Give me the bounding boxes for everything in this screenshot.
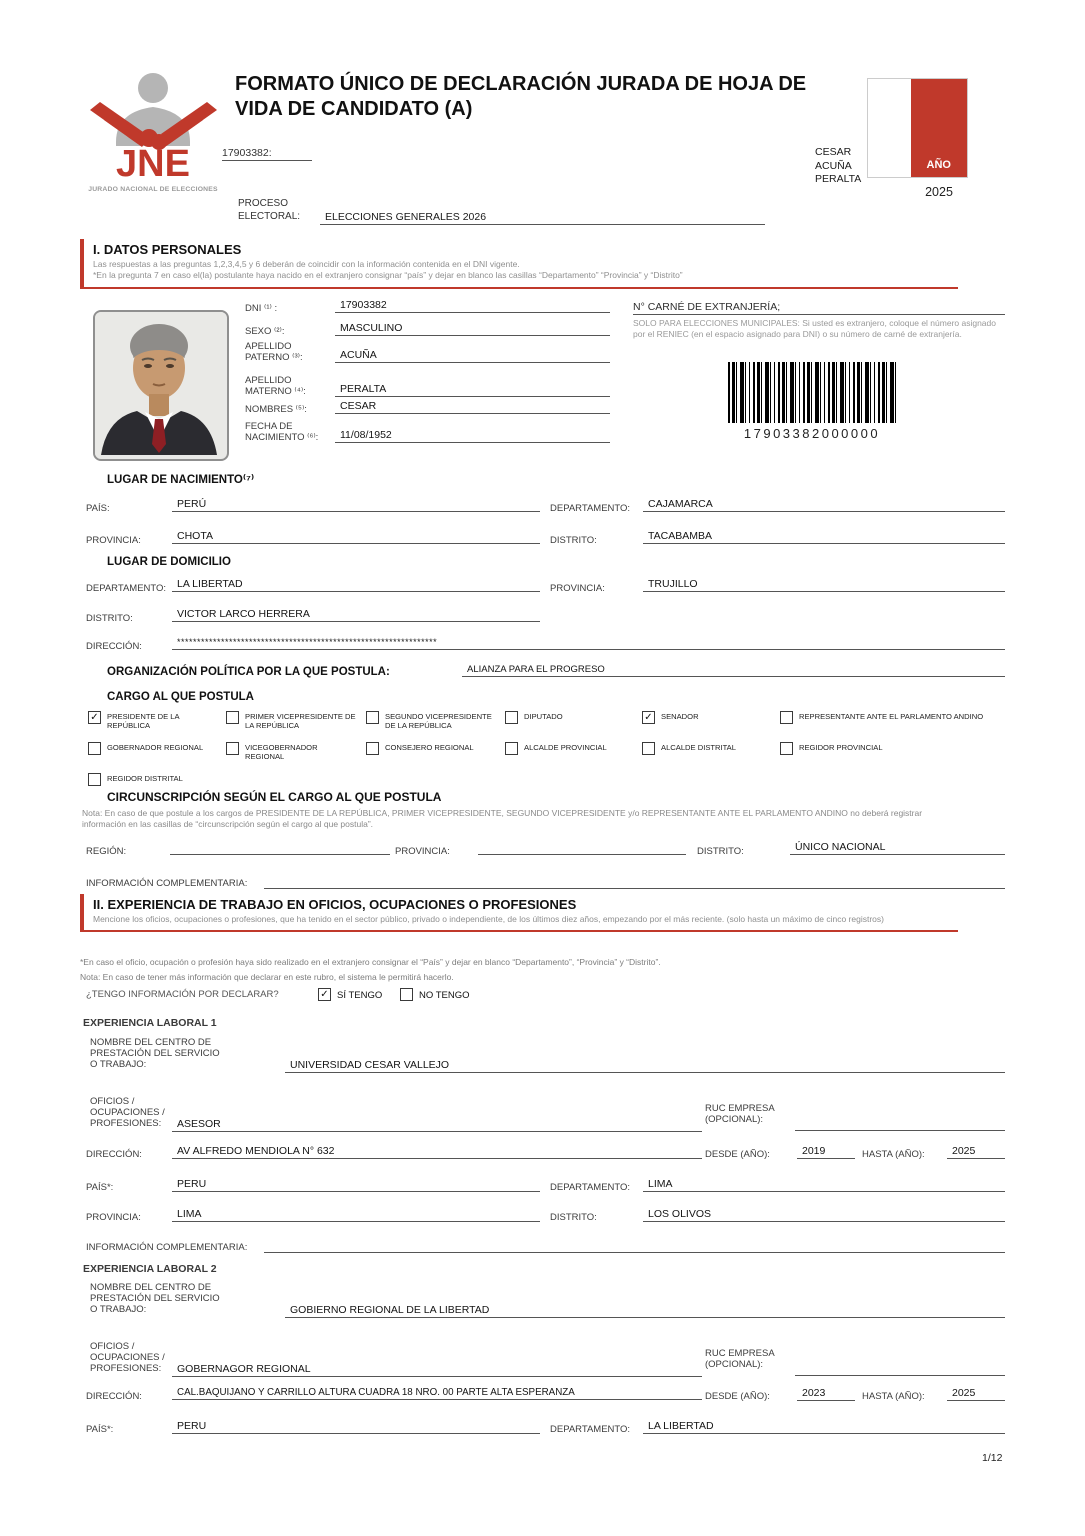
page-indicator: 1/12: [982, 1452, 1003, 1464]
circ-distrito-field[interactable]: ÚNICO NACIONAL: [790, 841, 1005, 855]
nacimiento-provincia-field[interactable]: CHOTA: [172, 530, 540, 544]
cargo-option-label: PRIMER VICEPRESIDENTE DE LA REPÚBLICA: [245, 712, 356, 731]
cargo-option-regidor-distrital: [88, 773, 226, 786]
exp1-ruc-field[interactable]: [795, 1118, 1005, 1131]
exp1-ruc-label: [705, 1103, 775, 1125]
exp2-centro-label-l2: PRESTACIÓN DEL SERVICIO: [90, 1293, 220, 1305]
exp1-ruc-label-l1: RUC EMPRESA: [705, 1103, 775, 1114]
exp2-oficios-label-l3: PROFESIONES:: [90, 1363, 162, 1375]
cargo-option-segundo-vicepresidente: [366, 711, 505, 731]
exp1-direccion-label: DIRECCIÓN:: [86, 1149, 142, 1160]
apellido-materno-label-l2: MATERNO ⁽⁴⁾:: [245, 386, 306, 398]
exp2-oficios-label: [90, 1341, 165, 1375]
checkbox-si-tengo[interactable]: ✓: [318, 988, 331, 1001]
exp1-hasta-field[interactable]: 2025: [947, 1145, 1005, 1159]
apellido-paterno-field[interactable]: ACUÑA: [335, 349, 610, 363]
cargo-option-label: PRESIDENTE DE LA REPÚBLICA: [107, 712, 180, 731]
exp2-ruc-field[interactable]: [795, 1363, 1005, 1376]
checkbox-diputado[interactable]: [505, 711, 518, 724]
apellido-materno-label-l1: APELLIDO: [245, 375, 292, 386]
exp1-centro-label-l1: NOMBRE DEL CENTRO DE: [90, 1037, 212, 1048]
region-field[interactable]: [170, 842, 390, 855]
cargo-option-parlamento-andino: [780, 711, 1008, 731]
exp1-centro-label-l3: O TRABAJO:: [90, 1059, 147, 1071]
circunscripcion-nota: Nota: En caso de que postule a los cargos de PRESIDENTE DE LA REPÚBLICA, PRIMER VICEPRESIDENTE, SEGUNDO VICEPRESIDENTE y/o REPRESENTANTE ANTE EL PARLAMENTO ANDINO no deberá registrar información en las casillas de “circunscripción según el cargo al que postula”.: [82, 808, 923, 830]
checkbox-consejero-regional[interactable]: [366, 742, 379, 755]
exp1-departamento-label: DEPARTAMENTO:: [550, 1182, 631, 1193]
section-1-title: I. DATOS PERSONALES: [93, 242, 242, 257]
cargo-option-label: REGIDOR PROVINCIAL: [799, 742, 883, 752]
section-2-note: Mencione los oficios, ocupaciones o profesiones, que ha tenido en el sector público, privado o independiente, de los últimos diez años, empezando por el más reciente. (solo hasta un máximo de cinco registros): [93, 914, 884, 924]
nacimiento-distrito-field[interactable]: TACABAMBA: [643, 530, 1005, 544]
exp2-hasta-field[interactable]: 2025: [947, 1387, 1005, 1401]
carne-extranjeria-note: SOLO PARA ELECCIONES MUNICIPALES: Si usted es extranjero, coloque el número asignado por el RENIEC (en el espacio asignado para DNI) o su número de carné de extranjería.: [633, 318, 996, 340]
candidate-name-line3: PERALTA: [815, 173, 862, 186]
domicilio-direccion-field[interactable]: *****************************************************************: [172, 637, 1005, 650]
exp2-hasta-label: HASTA (AÑO):: [862, 1391, 925, 1402]
barcode: [728, 362, 896, 423]
exp2-centro-label-l1: NOMBRE DEL CENTRO DE: [90, 1282, 212, 1293]
domicilio-direccion-label: DIRECCIÓN:: [86, 641, 142, 652]
checkbox-gobernador-regional[interactable]: [88, 742, 101, 755]
lugar-domicilio-title: LUGAR DE DOMICILIO: [107, 556, 231, 568]
lugar-nacimiento-title: LUGAR DE NACIMIENTO⁽⁷⁾: [107, 474, 255, 486]
circ-provincia-field[interactable]: [478, 842, 686, 855]
candidate-name: [815, 146, 875, 187]
cargo-option-senador: [642, 711, 780, 731]
candidate-name-line1: CESAR: [815, 146, 852, 158]
exp2-direccion-label: DIRECCIÓN:: [86, 1391, 142, 1402]
exp2-title: EXPERIENCIA LABORAL 2: [83, 1263, 217, 1275]
exp1-pais-label: PAÍS*:: [86, 1182, 114, 1193]
cargo-option-regidor-provincial: [780, 742, 1008, 762]
exp1-pais-field[interactable]: PERU: [172, 1178, 540, 1192]
year-box-white-panel: [868, 79, 911, 177]
nacimiento-provincia-label: PROVINCIA:: [86, 535, 141, 546]
exp1-desde-field[interactable]: 2019: [797, 1145, 855, 1159]
nacimiento-departamento-label: DEPARTAMENTO:: [550, 503, 631, 514]
nacimiento-departamento-field[interactable]: CAJAMARCA: [643, 498, 1005, 512]
checkbox-regidor-provincial[interactable]: [780, 742, 793, 755]
exp1-oficios-label-l3: PROFESIONES:: [90, 1118, 162, 1130]
exp1-ruc-label-l2: (OPCIONAL):: [705, 1114, 764, 1126]
cargo-option-alcalde-provincial: [505, 742, 642, 762]
nombres-field[interactable]: CESAR: [335, 400, 610, 414]
cargo-option-presidente: [88, 711, 226, 731]
exp1-direccion-field[interactable]: AV ALFREDO MENDIOLA N° 632: [172, 1145, 702, 1159]
exp1-centro-label: [90, 1037, 220, 1071]
exp2-pais-field[interactable]: PERU: [172, 1420, 540, 1434]
candidate-photo: [93, 310, 229, 461]
checkbox-vicegobernador-regional[interactable]: [226, 742, 239, 755]
checkbox-regidor-distrital[interactable]: [88, 773, 101, 786]
checkbox-alcalde-distrital[interactable]: [642, 742, 655, 755]
exp1-distrito-field[interactable]: LOS OLIVOS: [643, 1208, 1005, 1222]
proceso-label-line1: PROCESO: [238, 198, 289, 209]
checkbox-primer-vicepresidente[interactable]: [226, 711, 239, 724]
exp1-centro-field[interactable]: UNIVERSIDAD CESAR VALLEJO: [285, 1059, 1005, 1073]
circ-distrito-label: DISTRITO:: [697, 846, 744, 857]
section-2-title: II. EXPERIENCIA DE TRABAJO EN OFICIOS, OCUPACIONES O PROFESIONES: [93, 897, 577, 912]
exp2-ruc-label-l1: RUC EMPRESA: [705, 1348, 775, 1359]
cargo-options-grid: [88, 711, 1008, 786]
exp1-info-label: INFORMACIÓN COMPLEMENTARIA:: [86, 1242, 248, 1253]
page-title-line2: VIDA DE CANDIDATO (A): [235, 98, 473, 120]
checkbox-alcalde-provincial[interactable]: [505, 742, 518, 755]
exp1-oficios-label: [90, 1096, 165, 1130]
organizacion-politica-label: ORGANIZACIÓN POLÍTICA POR LA QUE POSTULA:: [107, 666, 390, 678]
exp1-title: EXPERIENCIA LABORAL 1: [83, 1017, 217, 1029]
exp1-desde-label: DESDE (AÑO):: [705, 1149, 770, 1160]
exp2-desde-label: DESDE (AÑO):: [705, 1391, 770, 1402]
page-title-line1: FORMATO ÚNICO DE DECLARACIÓN JURADA DE HOJA DE: [235, 73, 807, 95]
year-box-red-panel: [911, 79, 967, 177]
document-number: 17903382:: [222, 147, 312, 161]
checkbox-senador[interactable]: ✓: [642, 711, 655, 724]
circ-info-label: INFORMACIÓN COMPLEMENTARIA:: [86, 878, 248, 889]
exp1-distrito-label: DISTRITO:: [550, 1212, 597, 1223]
cargo-option-label: SENADOR: [661, 712, 699, 721]
exp2-oficios-label-l1: OFICIOS /: [90, 1341, 135, 1352]
circ-provincia-label: PROVINCIA:: [395, 846, 450, 857]
exp1-departamento-field[interactable]: LIMA: [643, 1178, 1005, 1192]
jne-logo: [83, 72, 223, 193]
exp2-centro-field[interactable]: GOBIERNO REGIONAL DE LA LIBERTAD: [285, 1304, 1005, 1318]
exp1-hasta-label: HASTA (AÑO):: [862, 1149, 925, 1160]
cargo-option-vicegobernador-regional: [226, 742, 366, 762]
dni-label: DNI ⁽¹⁾ :: [245, 303, 278, 314]
cargo-option-label: SEGUNDO VICEPRESIDENTE DE LA REPÚBLICA: [385, 712, 492, 731]
region-label: REGIÓN:: [86, 846, 127, 857]
apellido-materno-field[interactable]: PERALTA: [335, 383, 610, 397]
proceso-electoral-label: [238, 197, 300, 223]
exp2-direccion-field[interactable]: CAL.BAQUIJANO Y CARRILLO ALTURA CUADRA 18 NRO. 00 PARTE ALTA ESPERANZA: [172, 1387, 702, 1400]
section-2-header: [80, 894, 958, 932]
jne-logo-icon: [86, 72, 221, 180]
exp2-centro-label: [90, 1282, 220, 1316]
carne-extranjeria-field[interactable]: N° CARNÉ DE EXTRANJERÍA;: [633, 301, 1005, 315]
fecha-nacimiento-field[interactable]: 11/08/1952: [335, 429, 610, 443]
fecha-nacimiento-label: [245, 421, 318, 443]
fecha-nacimiento-label-l1: FECHA DE: [245, 421, 293, 432]
cargo-option-primer-vicepresidente: [226, 711, 366, 731]
barcode-number: 17903382000000: [743, 426, 881, 441]
year-box-label: AÑO: [926, 159, 951, 171]
checkbox-presidente[interactable]: ✓: [88, 711, 101, 724]
no-tengo-label: NO TENGO: [419, 990, 470, 1001]
apellido-paterno-label-l2: PATERNO ⁽³⁾:: [245, 352, 303, 364]
dni-field[interactable]: 17903382: [335, 299, 610, 313]
sexo-label: SEXO ⁽²⁾:: [245, 326, 285, 337]
circ-info-field[interactable]: [264, 876, 1005, 889]
apellido-paterno-label-l1: APELLIDO: [245, 341, 292, 352]
cargo-option-label: ALCALDE PROVINCIAL: [524, 742, 607, 752]
cargo-title: CARGO AL QUE POSTULA: [107, 691, 254, 703]
cargo-option-label: REPRESENTANTE ANTE EL PARLAMENTO ANDINO: [799, 712, 984, 721]
checkbox-segundo-vicepresidente[interactable]: [366, 711, 379, 724]
exp2-departamento-label: DEPARTAMENTO:: [550, 1424, 631, 1435]
cargo-option-consejero-regional: [366, 742, 505, 762]
exp1-centro-label-l2: PRESTACIÓN DEL SERVICIO: [90, 1048, 220, 1060]
section-1-note2: *En la pregunta 7 en caso el(la) postulante haya nacido en el extranjero consignar “país” y dejar en blanco las casillas “Departamento” “Provincia” y “Distrito”: [93, 270, 683, 281]
checkbox-parlamento-andino[interactable]: [780, 711, 793, 724]
exp1-oficios-label-l2: OCUPACIONES /: [90, 1107, 165, 1119]
year-value: 2025: [925, 185, 953, 199]
candidate-photo-image: [95, 312, 223, 455]
domicilio-departamento-label: DEPARTAMENTO:: [86, 583, 167, 594]
cargo-option-label: GOBERNADOR REGIONAL: [107, 742, 204, 752]
domicilio-provincia-field[interactable]: TRUJILLO: [643, 578, 1005, 592]
experiencia-note1: *En caso el oficio, ocupación o profesión haya sido realizado en el extranjero consignar el “País” y dejar en blanco “Departamento”, “Provincia” y “Distrito”.: [80, 957, 661, 967]
exp2-centro-label-l3: O TRABAJO:: [90, 1304, 147, 1316]
exp2-ruc-label: [705, 1348, 775, 1370]
exp2-ruc-label-l2: (OPCIONAL):: [705, 1359, 764, 1371]
year-box: [867, 78, 968, 178]
experiencia-note2: Nota: En caso de tener más información que declarar en este rubro, el sistema le permitirá hacerlo.: [80, 972, 454, 982]
apellido-materno-label: [245, 375, 306, 397]
candidate-name-line2: ACUÑA: [815, 159, 852, 172]
cargo-option-label: REGIDOR DISTRITAL: [107, 773, 183, 783]
domicilio-departamento-field[interactable]: LA LIBERTAD: [172, 578, 540, 592]
cargo-option-label: VICEGOBERNADOR REGIONAL: [245, 742, 318, 762]
cargo-option-label: DIPUTADO: [524, 712, 563, 721]
exp2-pais-label: PAÍS*:: [86, 1424, 114, 1435]
nacimiento-pais-label: PAÍS:: [86, 503, 110, 514]
exp2-desde-field[interactable]: 2023: [797, 1387, 855, 1401]
fecha-nacimiento-label-l2: NACIMIENTO ⁽⁶⁾:: [245, 432, 319, 444]
organizacion-politica-field[interactable]: ALIANZA PARA EL PROGRESO: [462, 664, 1005, 677]
jne-logo-caption: JURADO NACIONAL DE ELECCIONES: [88, 186, 218, 193]
page-title: [235, 72, 885, 122]
svg-text:JNE: JNE: [115, 143, 190, 180]
sexo-field[interactable]: MASCULINO: [335, 322, 610, 336]
exp1-info-field[interactable]: [264, 1240, 1005, 1253]
nacimiento-pais-field[interactable]: PERÚ: [172, 498, 540, 512]
checkbox-no-tengo[interactable]: [400, 988, 413, 1001]
exp1-oficios-field[interactable]: ASESOR: [172, 1118, 702, 1132]
exp1-provincia-label: PROVINCIA:: [86, 1212, 141, 1223]
cargo-option-alcalde-distrital: [642, 742, 780, 762]
circunscripcion-title: CIRCUNSCRIPCIÓN SEGÚN EL CARGO AL QUE POSTULA: [107, 790, 442, 804]
exp2-oficios-label-l2: OCUPACIONES /: [90, 1352, 165, 1364]
nombres-label: NOMBRES ⁽⁵⁾:: [245, 404, 307, 415]
proceso-label-line2: ELECTORAL:: [238, 211, 301, 222]
si-tengo-label: SÍ TENGO: [337, 990, 383, 1001]
domicilio-provincia-label: PROVINCIA:: [550, 583, 605, 594]
cargo-option-label: CONSEJERO REGIONAL: [385, 742, 474, 752]
cargo-option-label: ALCALDE DISTRITAL: [661, 742, 736, 752]
apellido-paterno-label: [245, 341, 303, 363]
exp1-oficios-label-l1: OFICIOS /: [90, 1096, 135, 1107]
exp2-oficios-field[interactable]: GOBERNAGOR REGIONAL: [172, 1363, 702, 1377]
cargo-option-gobernador-regional: [88, 742, 226, 762]
cargo-option-diputado: [505, 711, 642, 731]
exp2-departamento-field[interactable]: LA LIBERTAD: [643, 1420, 1005, 1434]
section-1-header: [80, 239, 958, 289]
domicilio-distrito-label: DISTRITO:: [86, 613, 133, 624]
nacimiento-distrito-label: DISTRITO:: [550, 535, 597, 546]
section-1-note1: Las respuestas a las preguntas 1,2,3,4,5 y 6 deberán de coincidir con la información contenida en el DNI vigente.: [93, 259, 520, 269]
domicilio-distrito-field[interactable]: VICTOR LARCO HERRERA: [172, 608, 540, 622]
exp1-provincia-field[interactable]: LIMA: [172, 1208, 540, 1222]
proceso-electoral-field[interactable]: ELECCIONES GENERALES 2026: [320, 211, 765, 225]
declarar-question: ¿TENGO INFORMACIÓN POR DECLARAR?: [86, 989, 279, 1000]
